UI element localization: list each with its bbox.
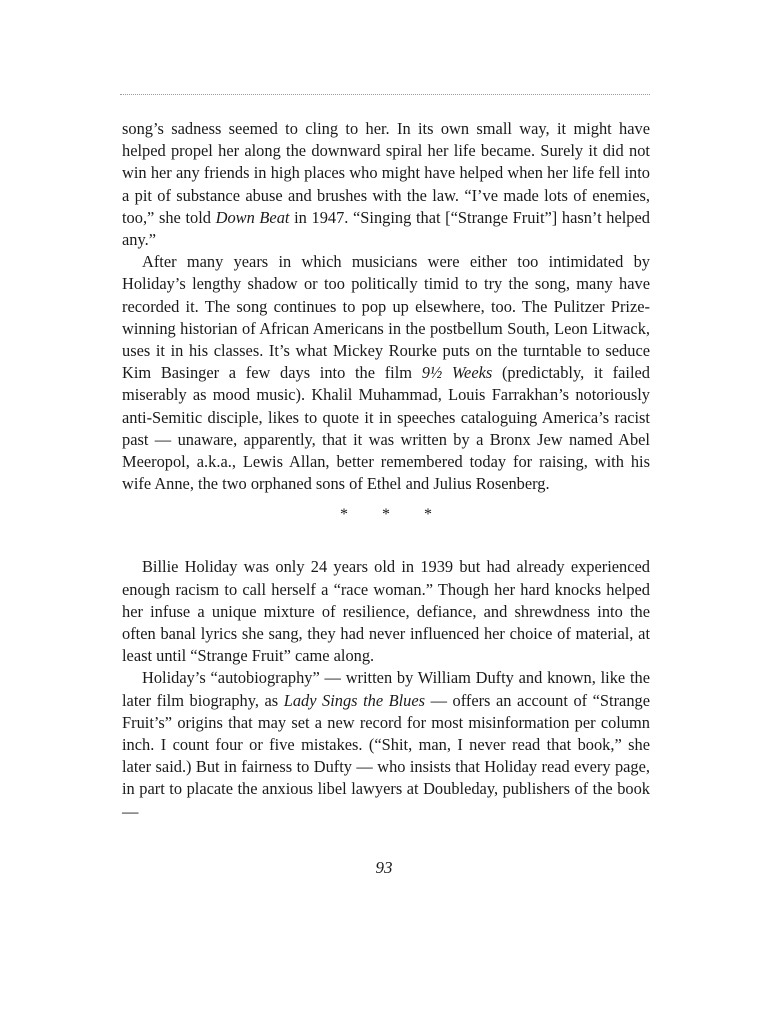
italic-title: Down Beat (215, 207, 290, 227)
section-break (122, 504, 650, 526)
section-break-asterisk: * (424, 506, 432, 524)
text-run: Holiday’s “autobiography” — written by William Dufty and known, like the later film biography, as (122, 668, 650, 710)
page-number: 93 (375, 858, 393, 877)
paragraph (122, 556, 650, 667)
italic-title: Lady Sings the Blues (283, 690, 426, 710)
text-run: in 1947. “Singing that [“Strange Fruit”] hasn’t helped any.” (122, 207, 650, 250)
paragraph (122, 667, 650, 822)
text-run: Billie Holiday was only 24 years old in 1939 but had already experienced enough racism to call herself a “race woman.” Though her hard knocks helped her infuse a unique mixture of resilience, defiance, and shrewdness into the often banal lyrics she sang, they had never influenced her choice of material, at least until “Strange Fruit” came along. (122, 557, 650, 666)
paragraph (122, 251, 650, 495)
text-run: song’s sadness seemed to cling to her. In its own small way, it might have helped propel her along the downward spiral her life became. Surely it did not win her any friends in high places who might have helped when her life fell into a pit of substance abuse and brushes with the law. “I’ve made lots of enemies, too,” she told (122, 119, 650, 227)
paragraph (122, 118, 650, 251)
italic-title: 9½ Weeks (421, 363, 493, 383)
header-rule (120, 94, 650, 95)
text-run: (predictably, it failed miserably as mood music). Khalil Muhammad, Louis Farrakhan’s notoriously anti-Semitic disciple, likes to quote it in speeches cataloguing America’s racist past — unaware, apparently, that it was written by a Bronx Jew named Abel Meeropol, a.k.a., Lewis Allan, better remembered today for raising, with his wife Anne, the two orphaned sons of Ethel and Julius Rosenberg. (122, 363, 650, 494)
section-break-asterisk: * (340, 506, 348, 524)
section-break-asterisk: * (382, 506, 390, 524)
text-run: After many years in which musicians were either too intimidated by Holiday’s lengthy shadow or too politically timid to try the song, many have recorded it. The song continues to pop up elsewhere, too. The Pulitzer Prize-winning historian of African Americans in the postbellum South, Leon Litwack, uses it in his classes. It’s what Mickey Rourke puts on the turntable to seduce Kim Basinger a few days into the film (122, 252, 650, 383)
text-run: — offers an account of “Strange Fruit’s” origins that may set a new record for most misinformation per column inch. I count four or five mistakes. (“Shit, man, I never read that book,” she later said.) But in fairness to Dufty — who insists that Holiday read every page, in part to placate the anxious libel lawyers at Doubleday, publishers of the book — (122, 690, 650, 821)
body-text (122, 118, 650, 823)
